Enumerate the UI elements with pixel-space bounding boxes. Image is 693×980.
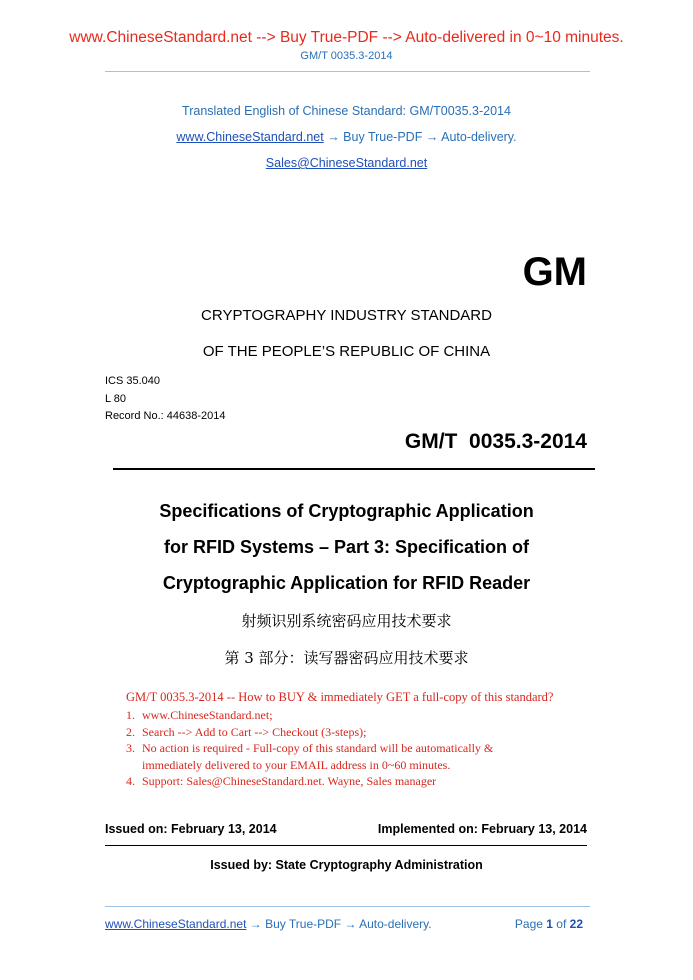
header-divider: [105, 71, 590, 72]
ics-code: ICS 35.040: [105, 375, 161, 387]
title-line: Specifications of Cryptographic Application: [159, 501, 534, 521]
industry-line: CRYPTOGRAPHY INDUSTRY STANDARD: [201, 307, 492, 324]
how-to-buy-heading: GM/T 0035.3-2014 -- How to BUY & immediately GET a full-copy of this standard?: [126, 690, 554, 704]
item-text: immediately delivered to your EMAIL address in 0~60 minutes.: [142, 757, 451, 772]
list-item: [126, 707, 596, 724]
translated-notice: Translated English of Chinese Standard: GM/T0035.3-2014: [182, 104, 511, 118]
chinese-title: 射频识别系统密码应用技术要求: [241, 612, 452, 630]
title-line: Cryptographic Application for RFID Reader: [162, 573, 531, 593]
republic-line: OF THE PEOPLE’S REPUBLIC OF CHINA: [202, 343, 491, 360]
site-link[interactable]: www.ChineseStandard.net: [176, 130, 324, 144]
title-divider: [113, 468, 595, 470]
list-item: [126, 724, 596, 741]
item-text: No action is required - Full-copy of this standard will be automatically &: [142, 741, 494, 755]
sales-line: [0, 156, 693, 170]
buy-line: [0, 130, 693, 144]
title-line: for RFID Systems – Part 3: Specification of: [163, 537, 530, 557]
classification-code: L 80: [105, 393, 127, 405]
page-indicator: [515, 917, 583, 931]
page-current: 1: [546, 917, 553, 931]
issue-divider: [105, 845, 587, 846]
footer-link-line: [105, 917, 432, 931]
item-number: 1.: [126, 708, 135, 722]
standard-number: GM/T 0035.3-2014: [404, 430, 587, 453]
item-text: Search --> Add to Cart --> Checkout (3-steps);: [142, 724, 367, 739]
list-item: [126, 773, 596, 790]
implemented-on-date: Implemented on: February 13, 2014: [377, 822, 587, 836]
footer-site-link[interactable]: www.ChineseStandard.net: [105, 917, 247, 931]
list-item: [126, 740, 596, 757]
gm-mark: GM: [522, 250, 587, 294]
page-total: 22: [569, 917, 583, 931]
item-text: Support: Sales@ChineseStandard.net. Wayne, Sales manager: [142, 774, 437, 788]
page-label: Page: [514, 917, 547, 931]
item-number: 2.: [126, 724, 135, 739]
item-number: 4.: [126, 774, 135, 788]
how-to-buy-list: [126, 707, 596, 790]
issued-on-date: Issued on: February 13, 2014: [105, 822, 277, 836]
item-text[interactable]: www.ChineseStandard.net;: [142, 708, 273, 722]
issued-by: Issued by: State Cryptography Administration: [210, 858, 483, 872]
page-of: of: [552, 917, 570, 931]
footer-buy-text: → Buy True-PDF → Auto-delivery.: [246, 917, 432, 931]
record-number: Record No.: 44638-2014: [105, 410, 226, 422]
header-standard-code: GM/T 0035.3-2014: [300, 50, 393, 62]
how-to-buy-box: [126, 690, 596, 790]
list-item: [126, 757, 596, 774]
chinese-subtitle: 第 3 部分：读写器密码应用技术要求: [224, 649, 469, 667]
top-banner[interactable]: www.ChineseStandard.net --> Buy True-PDF --> Auto-delivered in 0~10 minutes.: [69, 29, 624, 46]
footer-divider: [105, 906, 590, 907]
sales-email-link[interactable]: Sales@ChineseStandard.net: [265, 156, 428, 170]
item-number: 3.: [126, 741, 135, 755]
buy-text: → Buy True-PDF → Auto-delivery.: [327, 130, 517, 144]
